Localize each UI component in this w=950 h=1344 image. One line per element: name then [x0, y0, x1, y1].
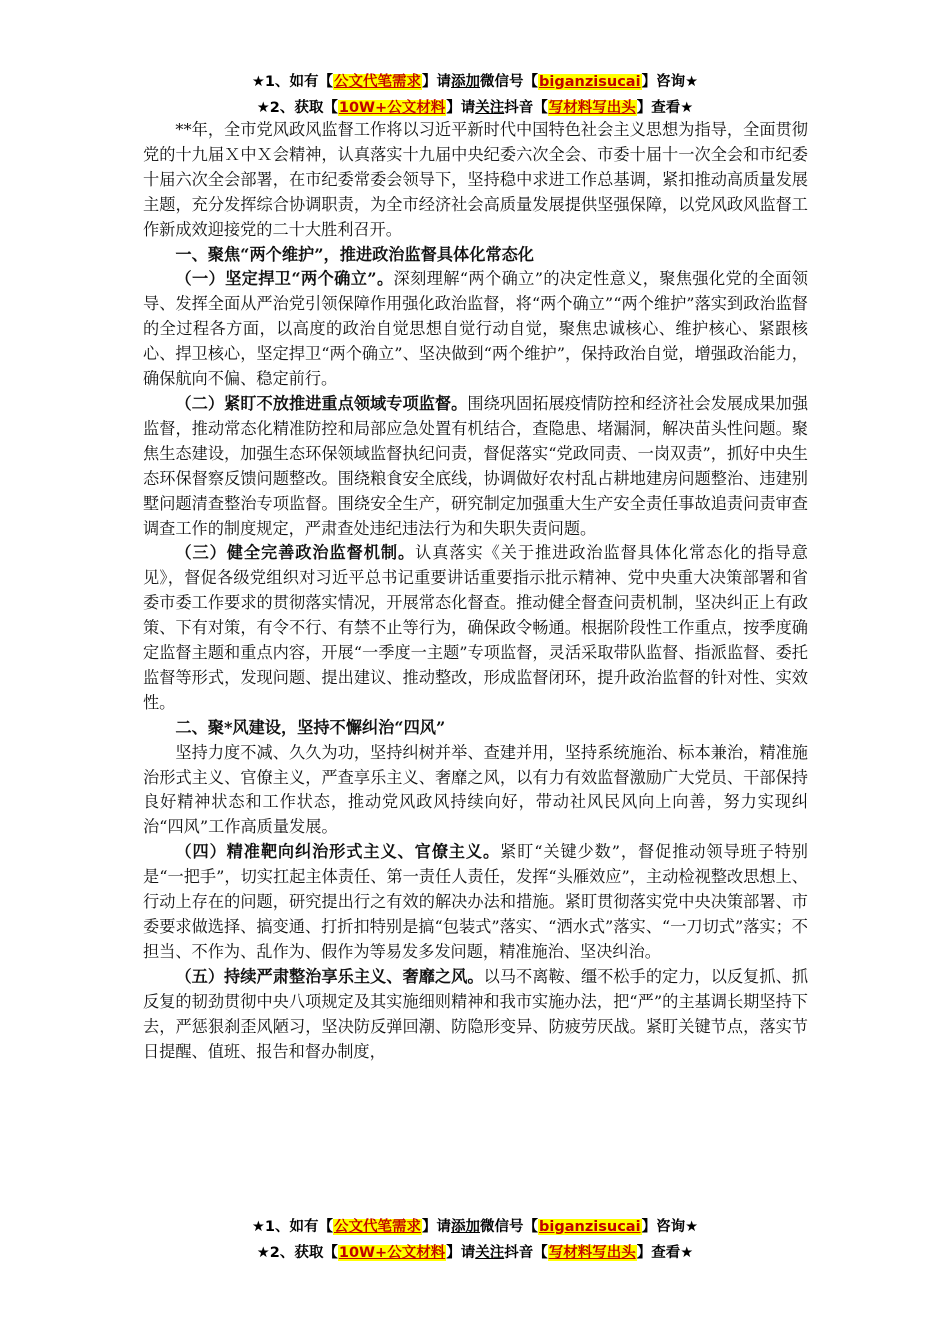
item-title: （二）紧盯不放推进重点领域专项监督。: [175, 393, 468, 413]
promo-line-2: [0, 1241, 950, 1267]
promo-text: 】请: [422, 74, 452, 90]
promo-text: ★2、获取【: [256, 100, 338, 116]
promo-underlined: 添加: [451, 74, 481, 90]
promo-highlight: 10W+公文材料: [338, 1245, 446, 1261]
promo-highlight: 公文代笔需求: [334, 74, 422, 90]
promo-underlined: 关注: [475, 100, 505, 116]
promo-line-1: [0, 1215, 950, 1241]
promo-text: ★1、如有【: [251, 74, 334, 90]
paragraph-item-3: [143, 541, 808, 715]
promo-text: 】请: [422, 1219, 452, 1235]
promo-highlight: biganzisucai: [539, 1219, 641, 1235]
item-title: （三）健全完善政治监督机制。: [175, 543, 416, 563]
item-title: （一）坚定捍卫“两个确立”。: [175, 269, 394, 289]
promo-text: 微信号【: [480, 1219, 539, 1235]
promo-text: 】查看★: [636, 1245, 694, 1261]
promo-highlight: biganzisucai: [539, 74, 641, 90]
promo-underlined: 添加: [451, 1219, 481, 1235]
paragraph-item-4: [143, 840, 808, 965]
promo-highlight: 公文代笔需求: [334, 1219, 422, 1235]
item-body: 围绕巩固拓展疫情防控和经济社会发展成果加强监督，推动常态化精准防控和局部应急处置有机结合，查隐患、堵漏洞，解决苗头性问题。聚焦生态建设，加强生态环保领域监督执纪问责，督促落实“党政同责、一岗双责”，抓好中央生态环保督察反馈问题整改。围绕粮食安全底线，协调做好农村乱占耕地建房问题整治、违建别墅问题清查整治专项监督。围绕安全生产，研究制定加强重大生产安全责任事故追责问责审查调查工作的制度规定，严肃查处违纪违法行为和失职失责问题。: [143, 393, 809, 538]
promo-text: 】查看★: [636, 100, 694, 116]
promo-highlight: 写材料写出头: [548, 100, 636, 116]
promo-text: 抖音【: [504, 100, 548, 116]
promo-text: 抖音【: [504, 1245, 548, 1261]
document-body: [143, 118, 808, 1064]
section-heading-1: 一、聚焦“两个维护”，推进政治监督具体化常态化: [175, 244, 534, 264]
item-title: （五）持续严肃整治享乐主义、奢靡之风。: [175, 966, 484, 986]
promo-text: ★1、如有【: [251, 1219, 334, 1235]
intro-paragraph: **年，全市党风政风监督工作将以习近平新时代中国特色社会主义思想为指导，全面贯彻党的十九届Ｘ中Ｘ会精神，认真落实十九届中央纪委六次全会、市委十届十一次全会和市纪委十届六次全会部署，在市纪委常委会领导下，坚持稳中求进工作总基调，紧扣推动高质量发展主题，充分发挥综合协调职责，为全市经济社会高质量发展提供坚强保障，以党风政风监督工作新成效迎接党的二十大胜利召开。: [143, 120, 808, 239]
promo-line-1: [0, 70, 950, 96]
promo-highlight: 10W+公文材料: [338, 100, 446, 116]
item-body: 以马不离鞍、缰不松手的定力，以反复抓、抓反复的韧劲贯彻中央八项规定及其实施细则精神和我市实施办法，把“严”的主基调长期坚持下去，严惩狠刹歪风陋习，坚决防反弹回潮、防隐形变异、防疲劳厌战。紧盯关键节点，落实节日提醒、值班、报告和督办制度，: [143, 966, 809, 1061]
promo-text: 微信号【: [480, 74, 539, 90]
item-title: （四）精准靶向纠治形式主义、官僚主义。: [175, 842, 501, 862]
item-body: 认真落实《关于推进政治监督具体化常态化的指导意见》，督促各级党组织对习近平总书记重要讲话重要指示批示精神、党中央重大决策部署和省委市委工作要求的贯彻落实情况，开展常态化督查。推动健全督查问责机制，坚决纠正上有政策、下有对策，有令不行、有禁不止等行为，确保政令畅通。根据阶段性工作重点，按季度确定监督主题和重点内容，开展“一季度一主题”专项监督，灵活采取带队监督、指派监督、委托监督等形式，发现问题、提出建议、推动整改，形成监督闭环，提升政治监督的针对性、实效性。: [143, 543, 808, 712]
promo-text: 】咨询★: [641, 74, 699, 90]
promo-underlined: 关注: [475, 1245, 505, 1261]
item-body: 深刻理解“两个确立”的决定性意义，聚焦强化党的全面领导、发挥全面从严治党引领保障作用强化政治监督，将“两个确立”“两个维护”落实到政治监督的全过程各方面，以高度的政治自觉思想自觉行动自觉，聚焦忠诚核心、维护核心、紧跟核心、捍卫核心，坚定捍卫“两个确立”、坚决做到“两个维护”，保持政治自觉，增强政治能力，确保航向不偏、稳定前行。: [143, 269, 808, 389]
section-heading-2: 二、聚*风建设，坚持不懈纠治“四风”: [175, 717, 446, 737]
promo-banner-top: [0, 70, 950, 122]
promo-banner-bottom: [0, 1215, 950, 1267]
paragraph-item-2: [143, 392, 808, 541]
paragraph-item-1: [143, 267, 808, 392]
promo-text: 】请: [446, 100, 476, 116]
promo-text: 】请: [446, 1245, 476, 1261]
paragraph-item-5: [143, 965, 808, 1065]
promo-highlight: 写材料写出头: [548, 1245, 636, 1261]
promo-text: 】咨询★: [641, 1219, 699, 1235]
section-2-intro: 坚持力度不减、久久为功，坚持纠树并举、查建并用，坚持系统施治、标本兼治，精准施治形式主义、官僚主义，严查享乐主义、奢靡之风，以有力有效监督激励广大党员、干部保持良好精神状态和工作状态，推动党风政风持续向好，带动社风民风向上向善，努力实现纠治“四风”工作高质量发展。: [143, 742, 808, 837]
item-body: 紧盯“关键少数”，督促推动领导班子特别是“一把手”，切实扛起主体责任、第一责任人责任，发挥“头雁效应”，主动检视整改思想上、行动上存在的问题，研究提出行之有效的解决办法和措施。紧盯贯彻落实党中央决策部署、市委要求做选择、搞变通、打折扣特别是搞“包装式”落实、“洒水式”落实、“一刀切式”落实；不担当、不作为、乱作为、假作为等易发多发问题，精准施治、坚决纠治。: [143, 842, 808, 961]
promo-text: ★2、获取【: [256, 1245, 338, 1261]
